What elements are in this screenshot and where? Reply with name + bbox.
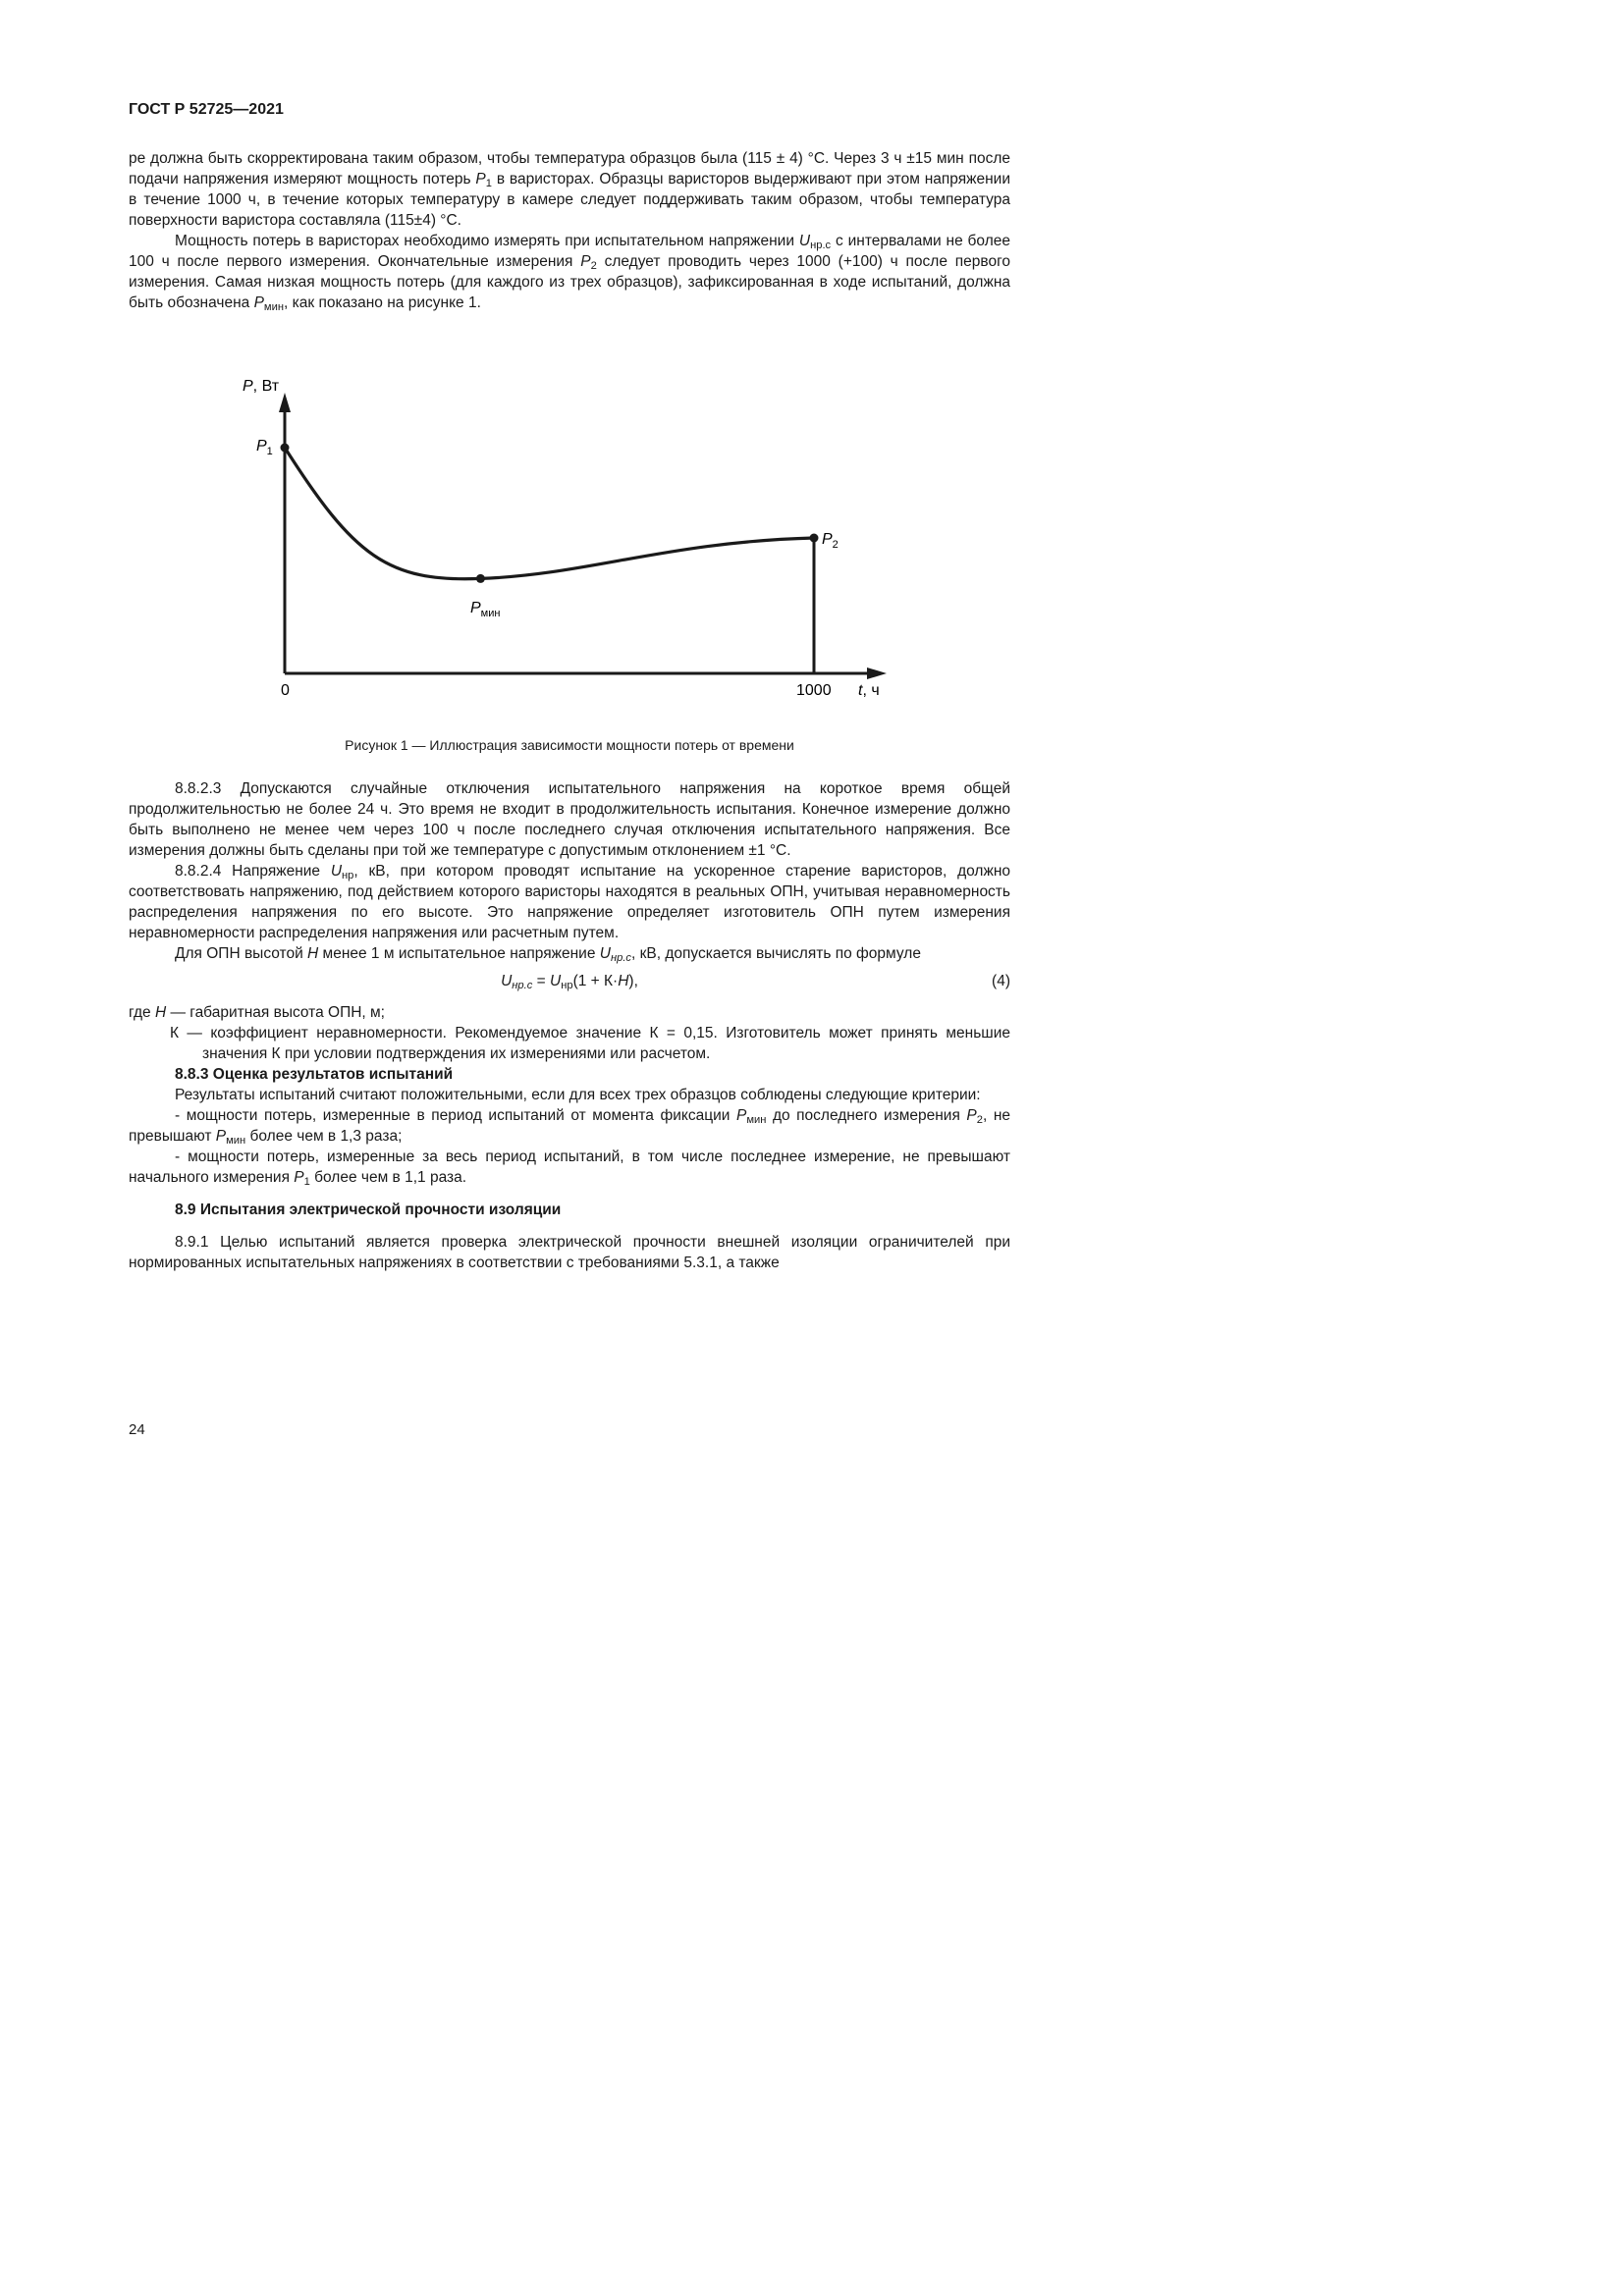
- formula-4: [129, 971, 1010, 994]
- figure-1-chart: [129, 373, 1010, 697]
- formula-definitions: [129, 1002, 1010, 1064]
- x-tick-1000: 1000: [796, 682, 832, 697]
- paragraph-8-9-1: 8.9.1 Целью испытаний является проверка электрической прочности внешней изоляции ограничителей при нормированных испытательных напряжениях в соответствии с требованиями 5.3.1, а также: [129, 1234, 1010, 1271]
- section-8-9-title: 8.9 Испытания электрической прочности изоляции: [175, 1201, 562, 1218]
- definition-k: К — коэффициент неравномерности. Рекомендуемое значение К = 0,15. Изготовитель может принять меньшие значения К при условии подтверждения их измерениями или расчетом.: [170, 1025, 1010, 1062]
- figure-caption: Рисунок 1 — Иллюстрация зависимости мощности потерь от времени: [345, 737, 794, 753]
- page-number: 24: [129, 1421, 145, 1438]
- p2-label: $P_2$: [822, 531, 839, 551]
- document-page: [0, 0, 1080, 1527]
- formula-number: (4): [992, 973, 1010, 989]
- paragraph-temperature: ре должна быть скорректирована таким образом, чтобы температура образцов была (115 ± 4) °С. Через 3 ч ±15 мин после подачи напряжения измеряют мощность потерь $P_1$ в варисторах. Образцы варисторов выдерживают при этом напряжении в течение 1000 ч, в течение которых температуру в камере следует поддерживать таким образом, чтобы температура поверхности варистора составляла (115±4) °С.: [129, 150, 1010, 229]
- document-header: ГОСТ Р 52725—2021: [129, 101, 284, 118]
- pmin-label: $P_{мин}$: [470, 600, 501, 619]
- x-axis-arrow: [867, 667, 887, 679]
- origin-label: 0: [281, 682, 290, 697]
- point-p1: [281, 444, 290, 453]
- criterion-2: - мощности потерь, измеренные за весь период испытаний, в том числе последнее измерение, не превышают начального измерения $P_1$ более чем в 1,1 раза.: [129, 1148, 1010, 1188]
- p1-label: $P_1$: [256, 438, 273, 457]
- point-p2: [810, 534, 819, 543]
- loss-curve: [285, 448, 814, 579]
- paragraph-8-8-2-3: 8.8.2.3 Допускаются случайные отключения испытательного напряжения на короткое время общей продолжительностью не более 24 ч. Это время не входит в продолжительность испытания. Конечное измерение должно быть выполнено не менее чем через 100 ч после последнего случая отключения испытательного напряжения. Все измерения должны быть сделаны при той же температуре с допустимым отклонением ±1 °С.: [129, 780, 1010, 859]
- criterion-1: - мощности потерь, измеренные в период испытаний от момента фиксации $P_{мин}$ до последнего измерения $P_2$, не превышают $P_{мин}$ более чем в 1,3 раза;: [129, 1107, 1011, 1147]
- intro-text: [129, 148, 1010, 313]
- paragraph-8-8-2-4: 8.8.2.4 Напряжение $U_{нр}$, кВ, при котором проводят испытание на ускоренное старение варисторов, должно соответствовать напряжению, под действием которого варисторы находятся в реальных ОПН, учитывая неравномерность распределения напряжения по его высоте. Это напряжение определяет изготовитель ОПН путем измерения неравномерности распределения напряжения или расчетным путем.: [129, 863, 1010, 941]
- y-axis-label: P, Вт: [243, 378, 280, 395]
- y-axis-arrow: [279, 393, 291, 412]
- point-pmin: [476, 574, 485, 583]
- section-8-8-3-intro: Результаты испытаний считают положительными, если для всех трех образцов соблюдены следующие критерии:: [175, 1087, 981, 1103]
- paragraph-loss-measurement: Мощность потерь в варисторах необходимо измерять при испытательном напряжении $U_{нр.с}$ с интервалами не более 100 ч после первого измерения. Окончательные измерения $P_2$ следует проводить через 1000 (+100) ч после первого измерения. Самая низкая мощность потерь (для каждого из трех образцов), зафиксированная в ходе испытаний, должна быть обозначена $P_{мин}$, как показано на рисунке 1.: [129, 233, 1011, 313]
- section-8-8-3-title: 8.8.3 Оценка результатов испытаний: [175, 1066, 454, 1083]
- definition-h: где H — габаритная высота ОПН, м;: [129, 1004, 385, 1021]
- formula-expression: $U_{нр.с} = U_{нр}(1 + К\cdot H)$,: [501, 973, 638, 991]
- paragraph-formula-intro: Для ОПН высотой H менее 1 м испытательное напряжение $U_{нр.с}$, кВ, допускается вычислять по формуле: [175, 945, 921, 964]
- x-axis-label: t, ч: [858, 682, 880, 697]
- body-text: [129, 778, 1010, 1273]
